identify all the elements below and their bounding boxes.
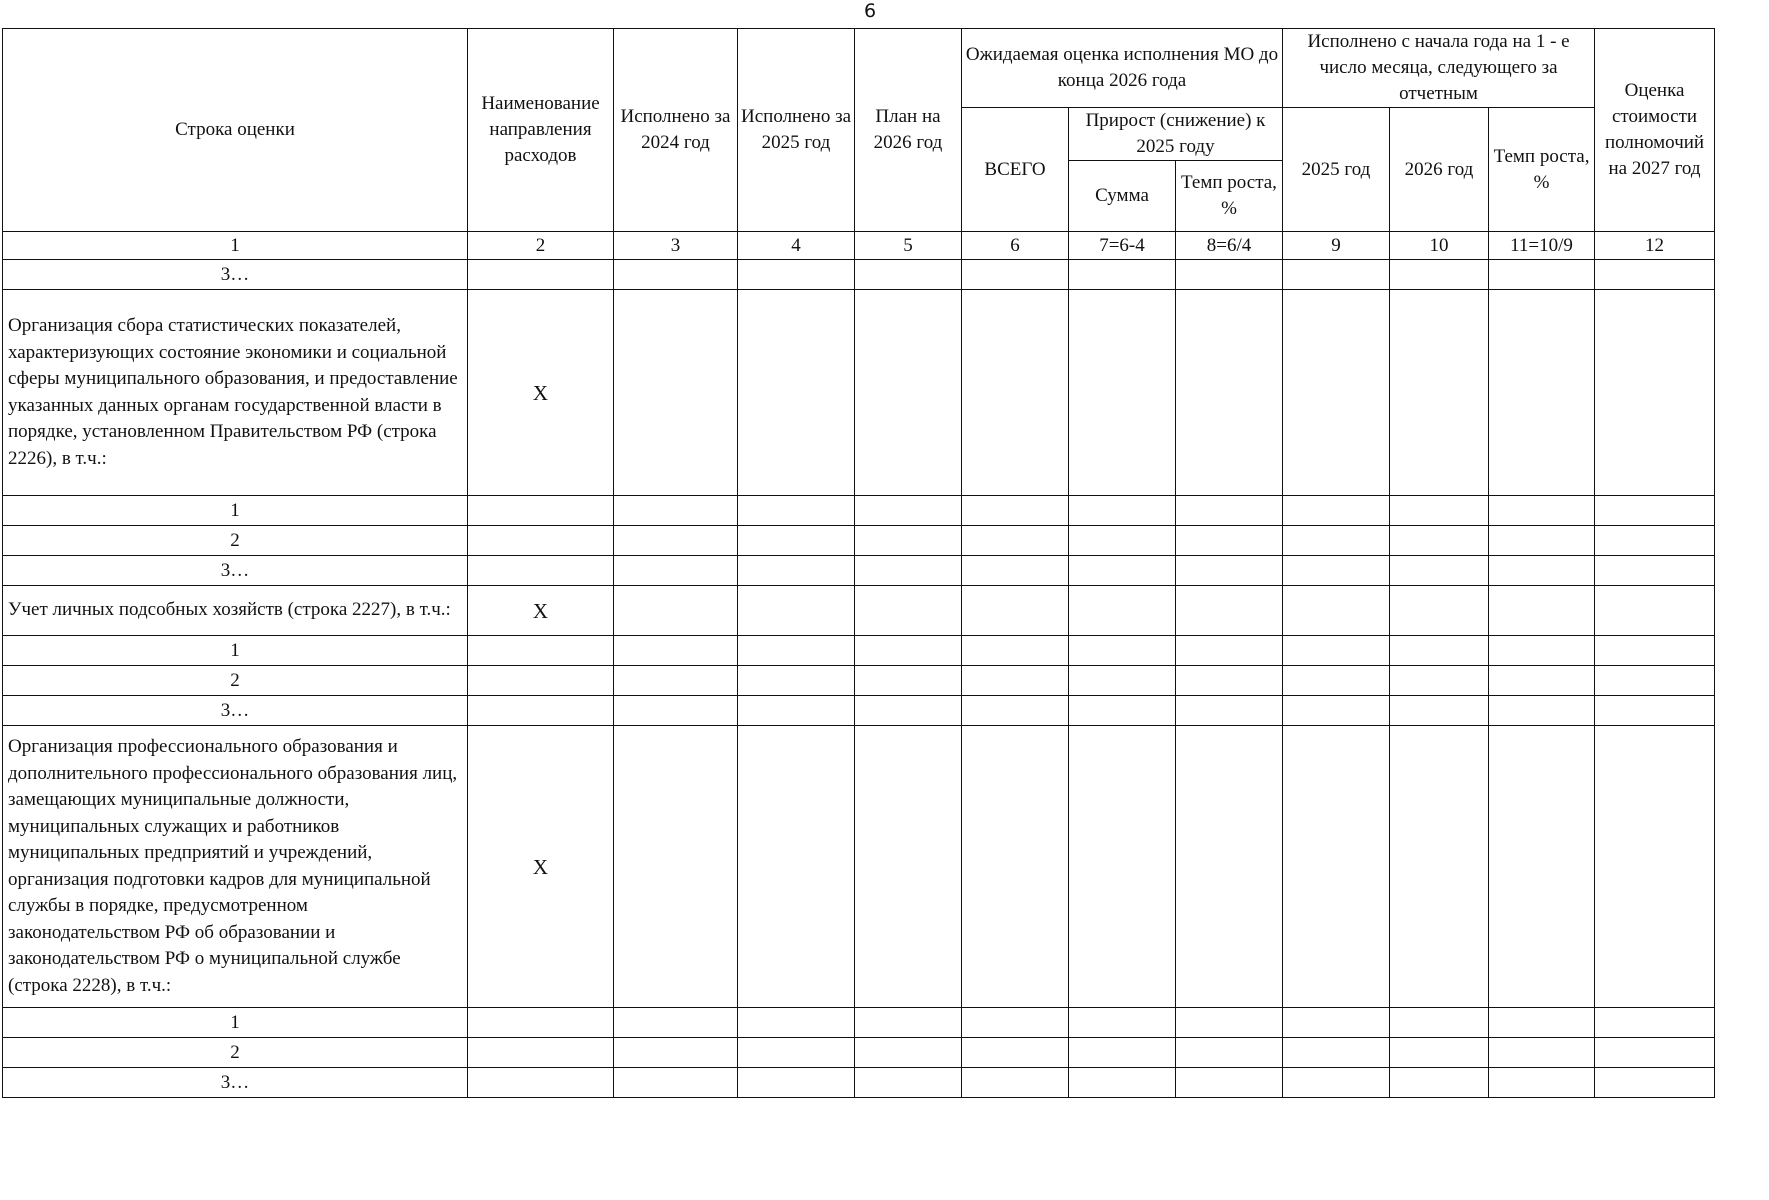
row-mark: [468, 636, 614, 666]
table-row: [3, 290, 1715, 496]
table-row: [3, 726, 1715, 1008]
header-year-2026: 2026 год: [1390, 108, 1489, 232]
row-mark: X: [468, 726, 614, 1008]
row-mark: [468, 666, 614, 696]
row-mark: X: [468, 586, 614, 636]
header-expense-direction: Наименование направления расходов: [468, 29, 614, 232]
header-growth-rate-executed: Темп роста, %: [1489, 108, 1595, 232]
header-row-label: Строка оценки: [3, 29, 468, 232]
row-label: Организация профессионального образования и дополнительного профессионального образования лиц, замещающих муниципальные должности, муниципальных служащих и работников муниципальных предприятий и учреждений, организация подготовки кадров для муниципальной службы в порядке, предусмотренном законодательством РФ об образовании и законодательством РФ о муниципальной службе (строка 2228), в т.ч.:: [3, 726, 468, 1008]
row-label: 3…: [3, 1068, 468, 1098]
row-mark: [468, 1008, 614, 1038]
row-label: 1: [3, 496, 468, 526]
row-label: 2: [3, 526, 468, 556]
row-label: Учет личных подсобных хозяйств (строка 2227), в т.ч.:: [3, 586, 468, 636]
header-executed-2025: Исполнено за 2025 год: [738, 29, 855, 232]
row-mark: [468, 1068, 614, 1098]
column-number: 4: [738, 232, 855, 260]
header-year-2025: 2025 год: [1283, 108, 1390, 232]
row-label: 3…: [3, 556, 468, 586]
table-row: [3, 586, 1715, 636]
header-executed-since-start: Исполнено с начала года на 1 - е число месяца, следующего за отчетным: [1283, 29, 1595, 108]
column-number: 2: [468, 232, 614, 260]
row-mark: [468, 696, 614, 726]
header-expected-estimate: Ожидаемая оценка исполнения МО до конца 2026 года: [962, 29, 1283, 108]
header-cost-2027: Оценка стоимости полномочий на 2027 год: [1595, 29, 1715, 232]
row-mark: [468, 526, 614, 556]
table-row: [3, 696, 1715, 726]
row-mark: X: [468, 290, 614, 496]
column-number: 6: [962, 232, 1069, 260]
column-number: 3: [614, 232, 738, 260]
table-row: [3, 1068, 1715, 1098]
row-label: 3…: [3, 260, 468, 290]
column-number: 5: [855, 232, 962, 260]
row-label: 1: [3, 1008, 468, 1038]
column-number: 10: [1390, 232, 1489, 260]
header-total: ВСЕГО: [962, 108, 1069, 232]
column-number: 7=6-4: [1069, 232, 1176, 260]
row-mark: [468, 496, 614, 526]
header-growth: Прирост (снижение) к 2025 году: [1069, 108, 1283, 161]
table-row: [3, 1008, 1715, 1038]
row-label: 1: [3, 636, 468, 666]
column-number: 9: [1283, 232, 1390, 260]
column-number: 8=6/4: [1176, 232, 1283, 260]
header-executed-2024: Исполнено за 2024 год: [614, 29, 738, 232]
row-label: 2: [3, 1038, 468, 1068]
page-number: 6: [863, 0, 877, 22]
table-row: [3, 556, 1715, 586]
row-label: 3…: [3, 696, 468, 726]
header-plan-2026: План на 2026 год: [855, 29, 962, 232]
column-number: 1: [3, 232, 468, 260]
table-row: [3, 1038, 1715, 1068]
table-row: [3, 666, 1715, 696]
header-growth-rate-expected: Темп роста, %: [1176, 161, 1283, 232]
row-mark: [468, 556, 614, 586]
row-mark: [468, 1038, 614, 1068]
table-row: [3, 496, 1715, 526]
column-number: 11=10/9: [1489, 232, 1595, 260]
table-row: [3, 526, 1715, 556]
column-number: 12: [1595, 232, 1715, 260]
table-row: [3, 636, 1715, 666]
row-label: Организация сбора статистических показателей, характеризующих состояние экономики и социальной сферы муниципального образования, и предоставление указанных данных органам государственной власти в порядке, установленном Правительством РФ (строка 2226), в т.ч.:: [3, 290, 468, 496]
table-row: [3, 260, 1715, 290]
column-number-row: [3, 232, 1715, 260]
header-sum: Сумма: [1069, 161, 1176, 232]
row-label: 2: [3, 666, 468, 696]
row-mark: [468, 260, 614, 290]
assessment-table: [2, 28, 1715, 1098]
